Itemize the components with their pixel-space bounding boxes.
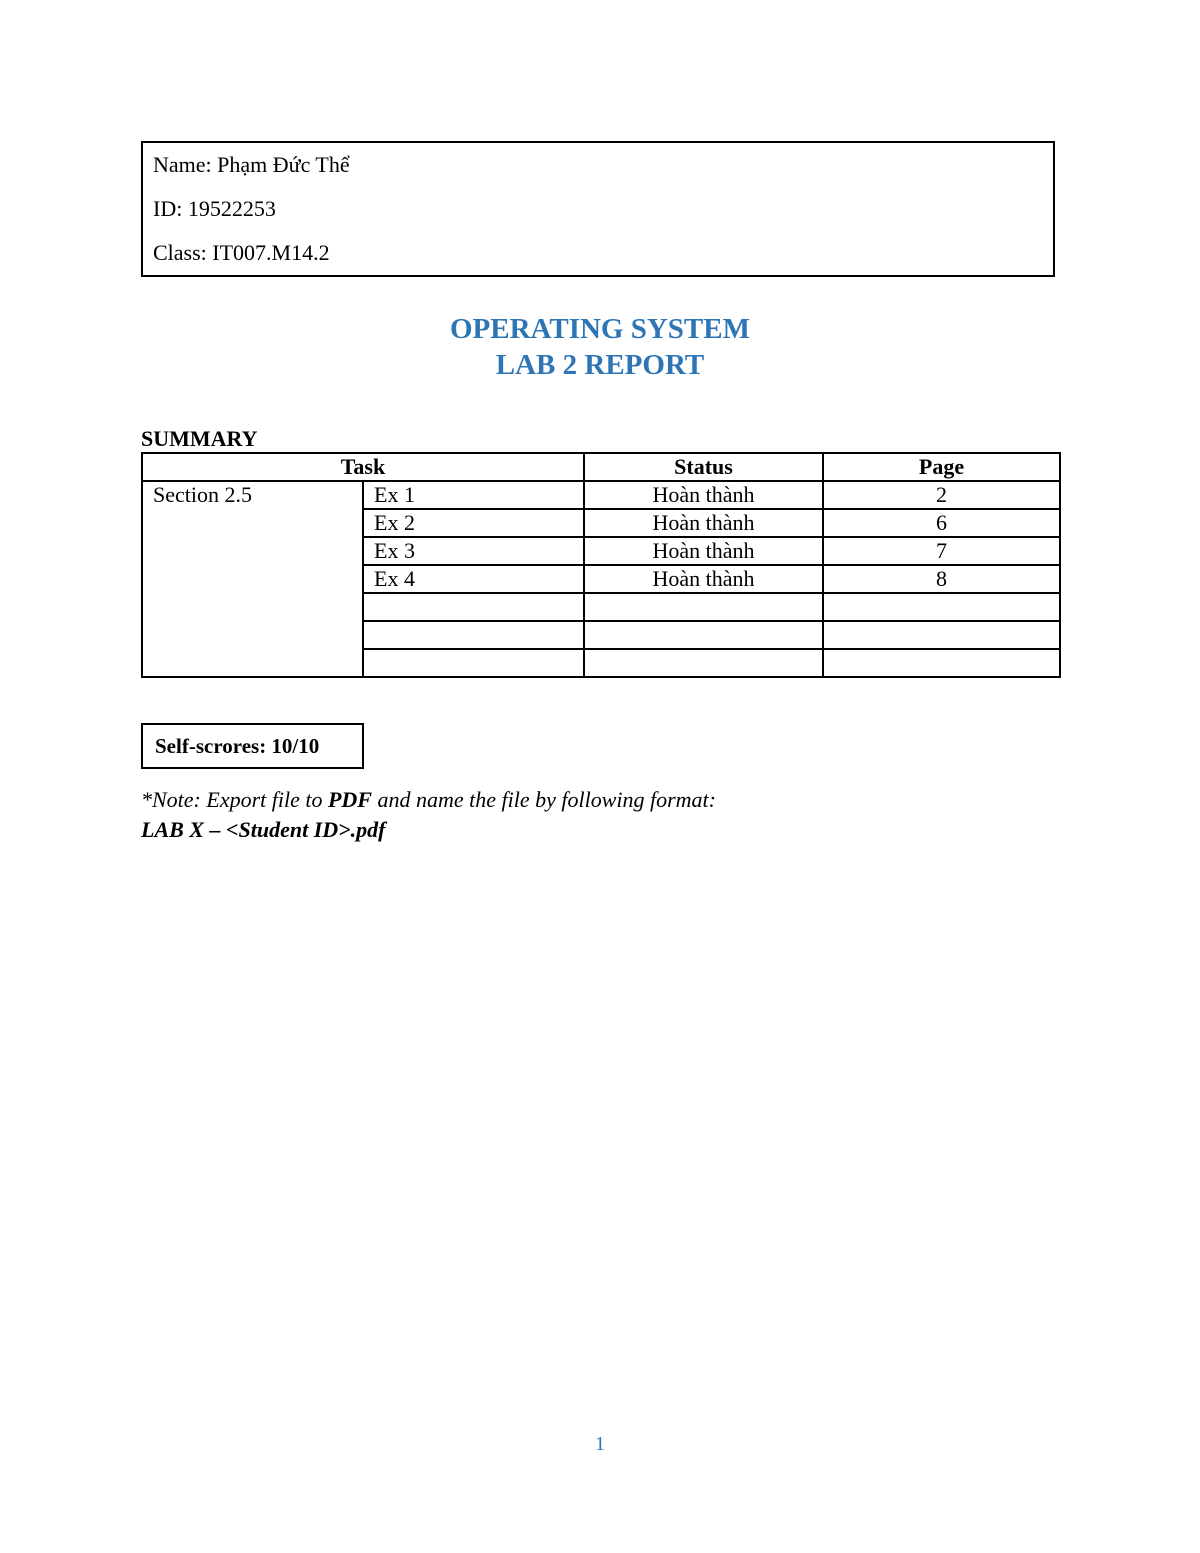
student-info-box <box>141 141 1055 277</box>
student-class: Class: IT007.M14.2 <box>153 240 330 265</box>
task-cell <box>363 649 584 677</box>
student-name: Name: Phạm Đức Thể <box>153 152 350 177</box>
section-cell: Section 2.5 <box>142 481 363 677</box>
page-cell <box>823 649 1060 677</box>
task-cell: Ex 1 <box>363 481 584 509</box>
status-cell <box>584 621 823 649</box>
task-cell <box>363 593 584 621</box>
status-cell <box>584 649 823 677</box>
status-cell: Hoàn thành <box>584 537 823 565</box>
note-suffix: and name the file by following format: <box>371 787 716 812</box>
summary-header-row <box>142 453 1060 481</box>
column-header-task: Task <box>142 453 584 481</box>
status-cell: Hoàn thành <box>584 509 823 537</box>
summary-table <box>141 452 1061 678</box>
page-cell: 2 <box>823 481 1060 509</box>
task-cell: Ex 3 <box>363 537 584 565</box>
status-cell: Hoàn thành <box>584 481 823 509</box>
task-cell <box>363 621 584 649</box>
page-cell <box>823 593 1060 621</box>
column-header-status: Status <box>584 453 823 481</box>
self-score-box: Self-scrores: 10/10 <box>141 723 364 769</box>
status-cell <box>584 593 823 621</box>
task-cell: Ex 2 <box>363 509 584 537</box>
page-cell <box>823 621 1060 649</box>
table-row <box>142 481 1060 509</box>
note-line <box>141 787 716 813</box>
note-format: LAB X – <Student ID>.pdf <box>141 817 386 842</box>
report-title-line1: OPERATING SYSTEM <box>450 313 750 345</box>
student-id: ID: 19522253 <box>153 196 276 221</box>
page-cell: 7 <box>823 537 1060 565</box>
note-emphasis: PDF <box>327 787 372 812</box>
note-prefix: *Note: Export file to <box>141 787 328 812</box>
status-cell: Hoàn thành <box>584 565 823 593</box>
page-number: 1 <box>595 1433 605 1455</box>
summary-heading: SUMMARY <box>141 426 258 451</box>
report-title-line2: LAB 2 REPORT <box>495 349 705 381</box>
column-header-page: Page <box>823 453 1060 481</box>
page-cell: 8 <box>823 565 1060 593</box>
page-cell: 6 <box>823 509 1060 537</box>
task-cell: Ex 4 <box>363 565 584 593</box>
